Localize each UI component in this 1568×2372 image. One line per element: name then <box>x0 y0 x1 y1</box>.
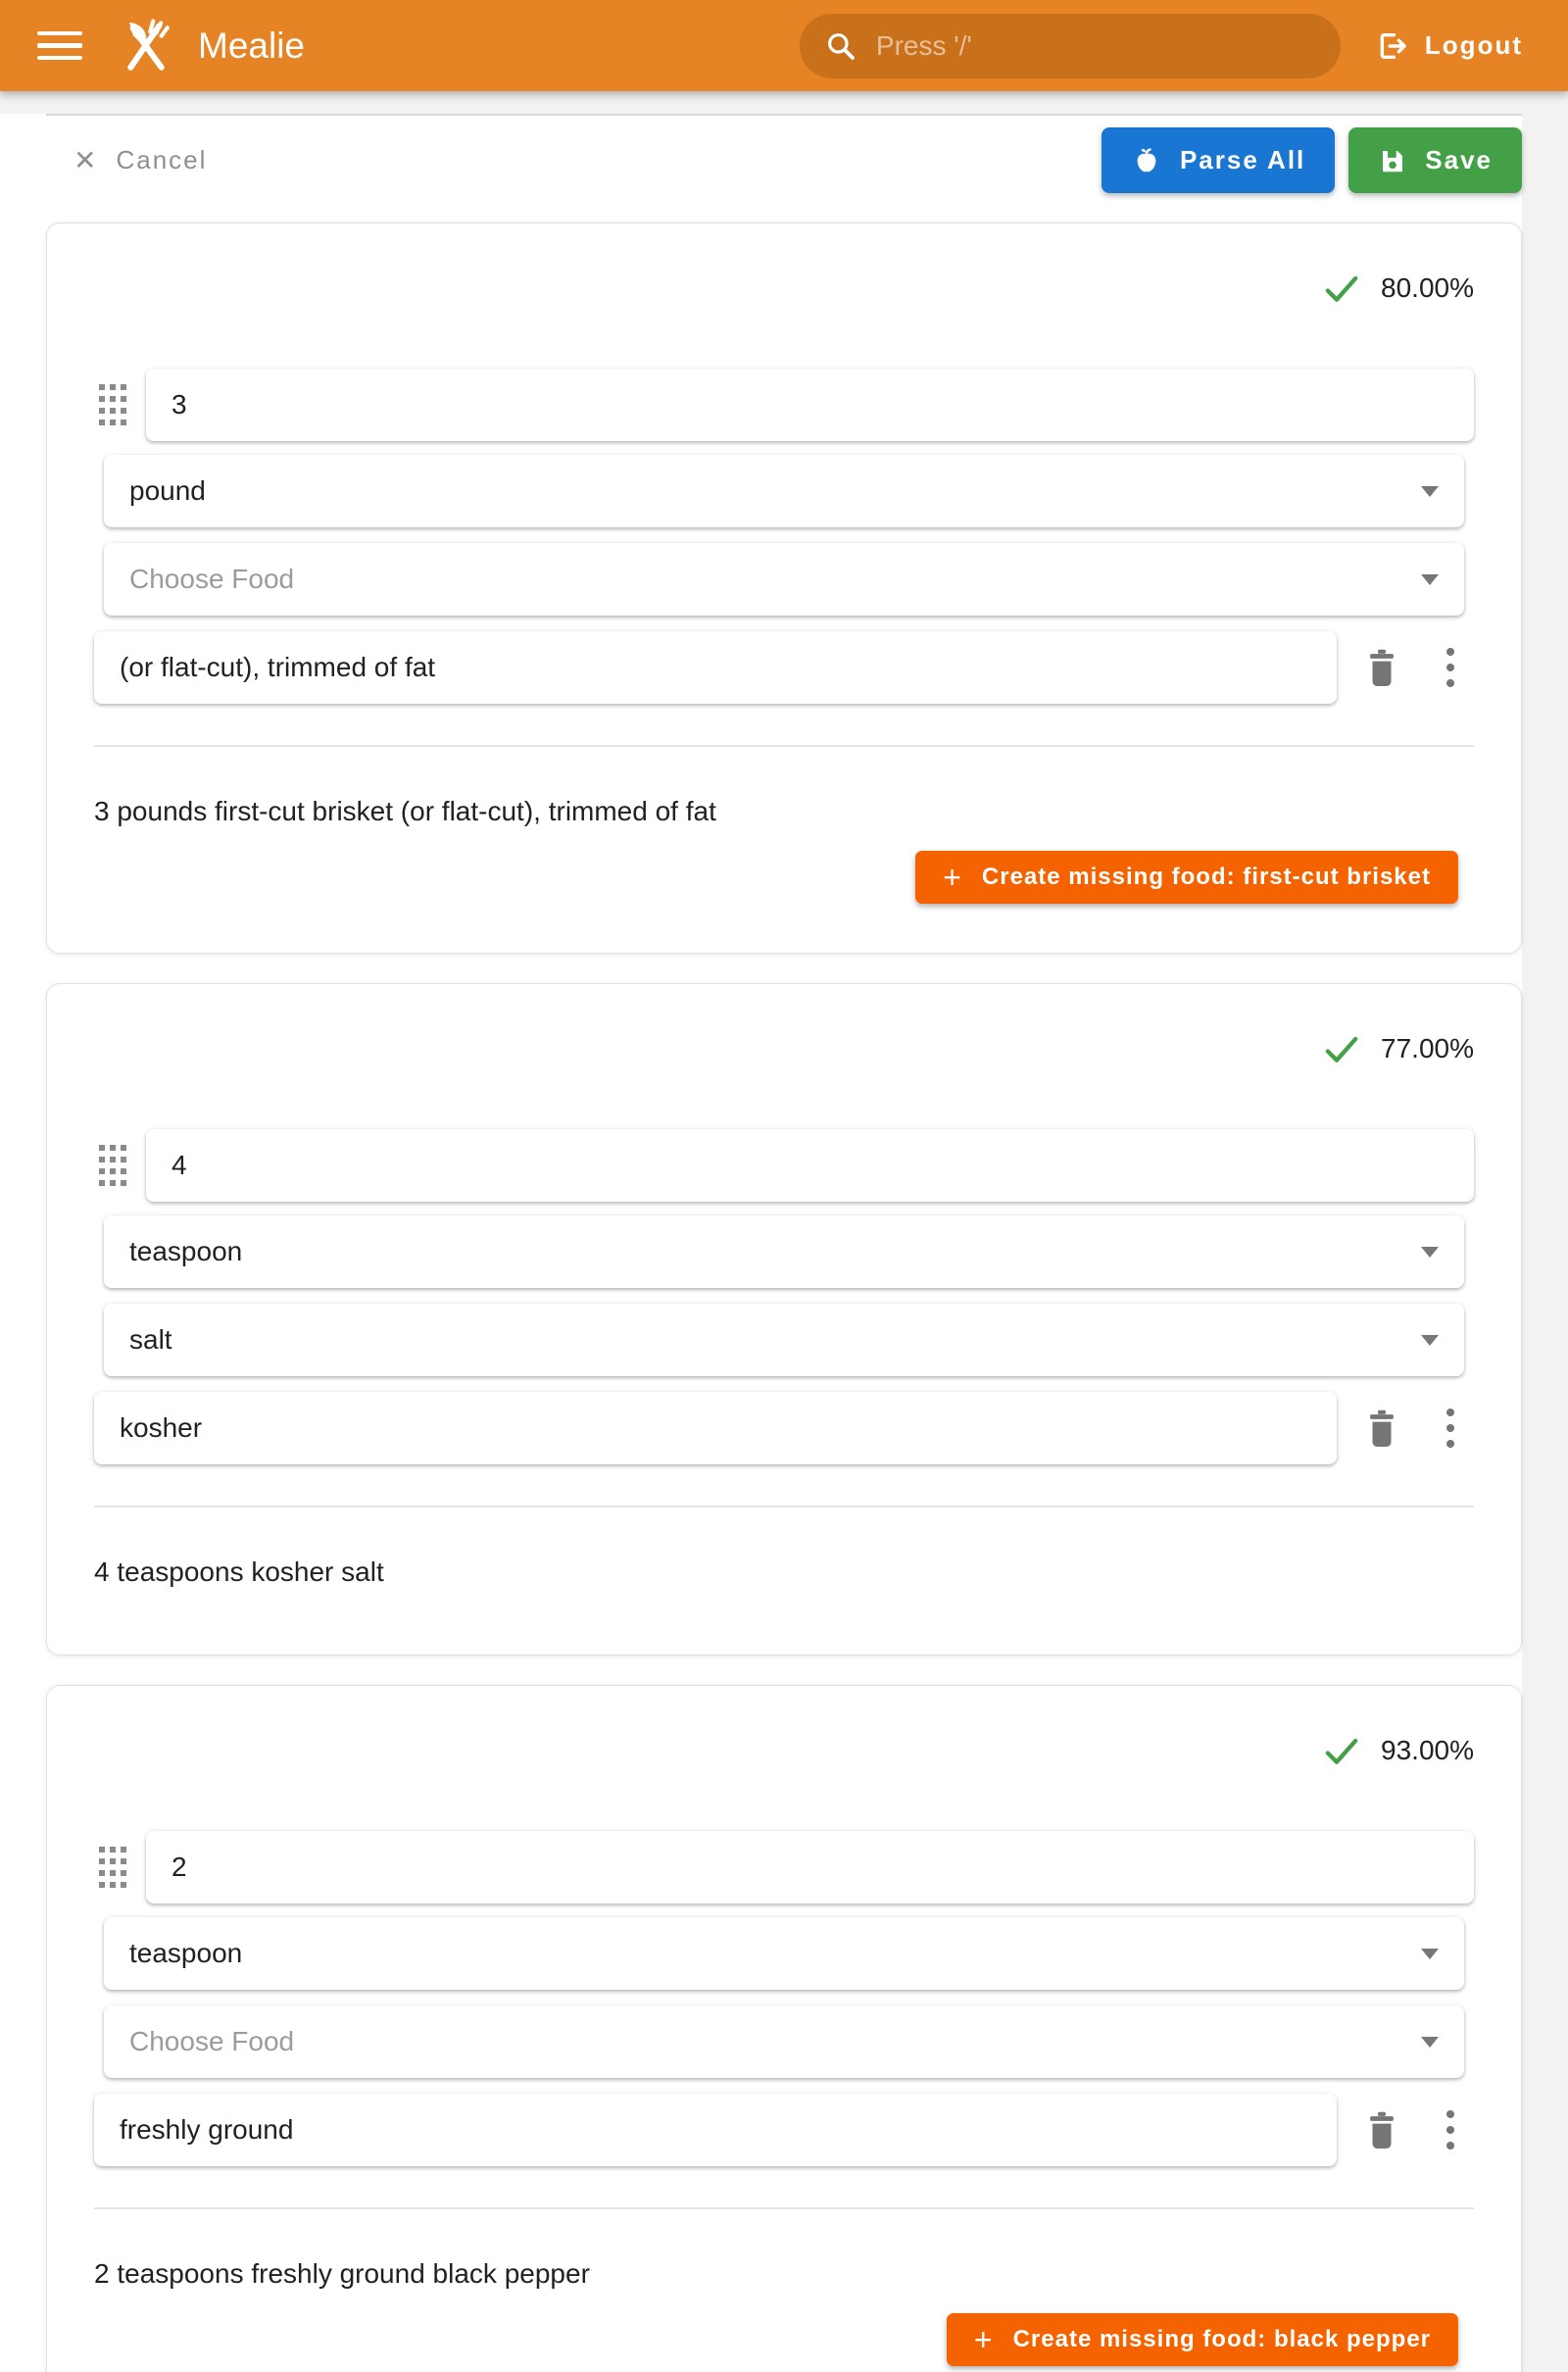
kebab-icon <box>1446 2110 1454 2150</box>
create-missing-food-label: Create missing food: first-cut brisket <box>981 864 1431 890</box>
create-missing-food-button[interactable] <box>947 2313 1458 2366</box>
food-select[interactable] <box>104 1304 1464 1376</box>
search-icon <box>825 30 857 62</box>
confidence-value: 93.00% <box>1381 1735 1474 1765</box>
card-divider <box>94 2207 1474 2209</box>
hamburger-menu-button[interactable] <box>37 26 82 66</box>
logout-icon <box>1376 29 1409 63</box>
note-input[interactable] <box>120 1412 1311 1444</box>
toolbar <box>46 127 1522 193</box>
food-select[interactable] <box>104 2005 1464 2078</box>
chevron-down-icon <box>1421 486 1439 497</box>
original-ingredient-text: 4 teaspoons kosher salt <box>94 1557 384 1587</box>
unit-value: pound <box>129 475 206 506</box>
drag-handle[interactable] <box>99 1847 126 1888</box>
confidence-value: 77.00% <box>1381 1033 1474 1063</box>
chevron-down-icon <box>1421 1247 1439 1258</box>
check-icon <box>1322 1029 1361 1068</box>
check-icon <box>1322 269 1361 308</box>
create-missing-food-label: Create missing food: black pepper <box>1012 2326 1431 2352</box>
apple-icon <box>1131 145 1162 176</box>
ingredient-card <box>46 983 1522 1655</box>
parse-all-button[interactable] <box>1102 127 1335 193</box>
chevron-down-icon <box>1421 574 1439 585</box>
close-icon: ✕ <box>74 145 99 175</box>
plus-icon: + <box>943 860 962 895</box>
trash-icon <box>1363 646 1400 689</box>
food-placeholder: Choose Food <box>129 564 295 594</box>
cancel-label: Cancel <box>116 145 208 174</box>
unit-value: teaspoon <box>129 1236 243 1266</box>
drag-handle[interactable] <box>99 384 126 425</box>
hamburger-icon <box>37 31 82 36</box>
search-input[interactable] <box>800 14 1341 78</box>
trash-icon <box>1363 1407 1400 1450</box>
quantity-input[interactable] <box>172 389 1448 420</box>
quantity-input[interactable] <box>172 1852 1448 1883</box>
unit-value: teaspoon <box>129 1938 243 1968</box>
unit-select[interactable] <box>104 455 1464 527</box>
food-select[interactable] <box>104 543 1464 616</box>
parse-all-label: Parse All <box>1179 145 1306 174</box>
card-divider <box>94 745 1474 747</box>
delete-button[interactable] <box>1358 2106 1405 2153</box>
mealie-logo-icon <box>118 18 174 74</box>
quantity-input[interactable] <box>172 1150 1448 1181</box>
confidence-badge <box>94 263 1474 314</box>
ingredient-card <box>46 222 1522 954</box>
original-ingredient-text: 3 pounds first-cut brisket (or flat-cut), trimmed of fat <box>94 796 716 826</box>
save-button[interactable] <box>1348 127 1522 193</box>
chevron-down-icon <box>1421 1949 1439 1959</box>
search-placeholder: Press '/' <box>875 29 972 61</box>
confidence-badge <box>94 1023 1474 1074</box>
kebab-icon <box>1446 1408 1454 1448</box>
more-options-button[interactable] <box>1427 2106 1474 2153</box>
chevron-down-icon <box>1421 2037 1439 2048</box>
note-input[interactable] <box>120 652 1311 683</box>
drag-handle[interactable] <box>99 1145 126 1186</box>
chevron-down-icon <box>1421 1335 1439 1346</box>
unit-select[interactable] <box>104 1215 1464 1288</box>
ingredient-parser-page <box>0 114 1522 2372</box>
food-value: salt <box>129 1324 172 1355</box>
create-missing-food-button[interactable] <box>915 851 1458 904</box>
ingredient-card <box>46 1685 1522 2372</box>
check-icon <box>1322 1731 1361 1770</box>
more-options-button[interactable] <box>1427 1405 1474 1452</box>
original-ingredient-text: 2 teaspoons freshly ground black pepper <box>94 2258 590 2289</box>
kebab-icon <box>1446 648 1454 687</box>
cancel-button[interactable] <box>46 127 207 193</box>
app-title: Mealie <box>198 25 305 66</box>
trash-icon <box>1363 2108 1400 2151</box>
confidence-value: 80.00% <box>1381 272 1474 303</box>
card-divider <box>94 1506 1474 1507</box>
save-icon <box>1378 146 1407 175</box>
logout-button[interactable] <box>1370 14 1529 78</box>
logout-label: Logout <box>1424 30 1523 60</box>
toolbar-divider <box>46 114 1522 116</box>
delete-button[interactable] <box>1358 1405 1405 1452</box>
delete-button[interactable] <box>1358 644 1405 691</box>
confidence-badge <box>94 1725 1474 1776</box>
save-label: Save <box>1425 145 1493 174</box>
more-options-button[interactable] <box>1427 644 1474 691</box>
food-placeholder: Choose Food <box>129 2026 295 2056</box>
note-input[interactable] <box>120 2114 1311 2146</box>
unit-select[interactable] <box>104 1917 1464 1990</box>
app-bar <box>0 0 1568 91</box>
plus-icon: + <box>973 2322 994 2357</box>
